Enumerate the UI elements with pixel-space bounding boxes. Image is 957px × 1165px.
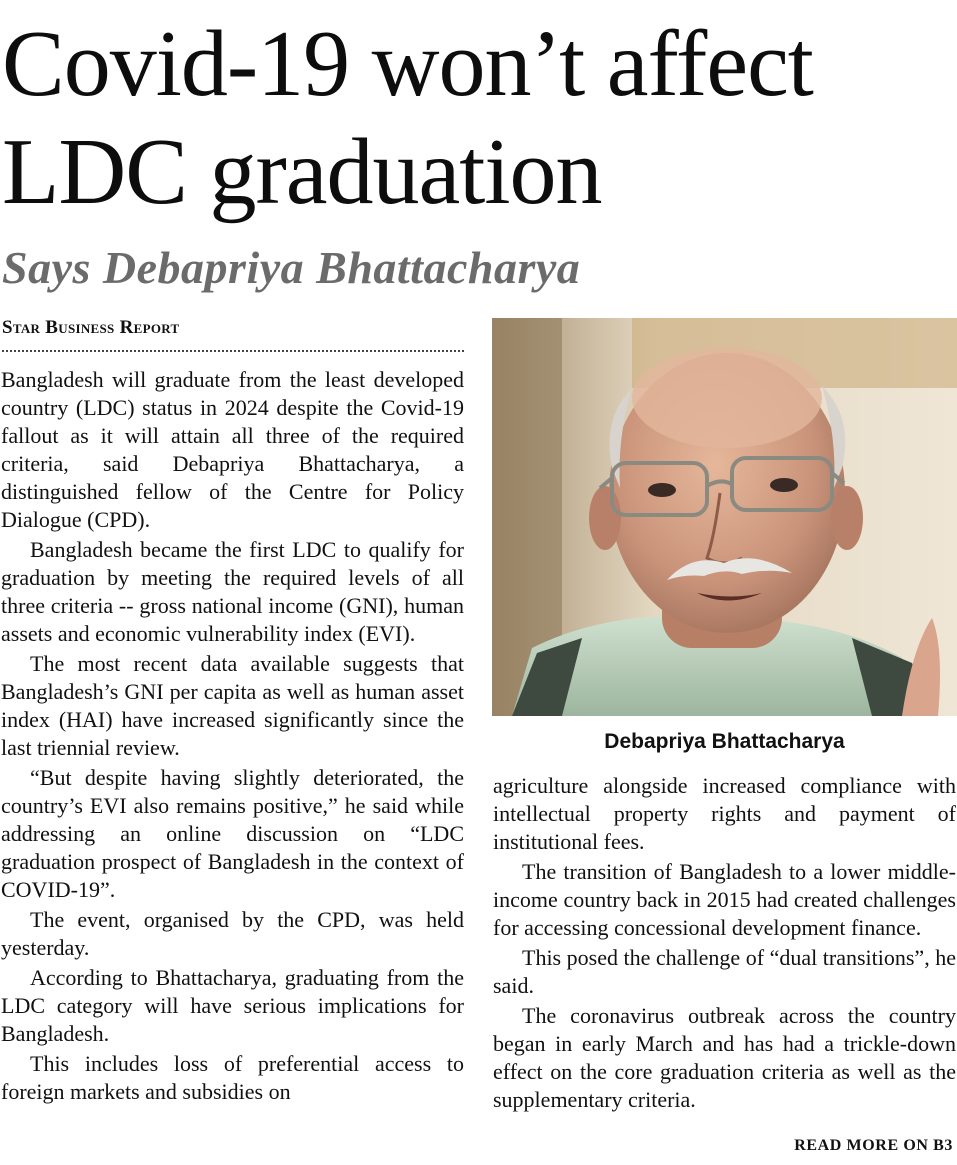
- photo-caption: Debapriya Bhattacharya: [604, 730, 845, 753]
- paragraph-7: This includes loss of preferential access to foreign markets and subsidies on: [1, 1051, 464, 1104]
- paragraph-2: Bangladesh became the first LDC to qualify for graduation by meeting the required levels of all three criteria -- gross national income (GNI), human assets and economic vulnerability index (EVI).: [1, 537, 464, 646]
- byline-divider: [2, 350, 464, 352]
- paragraph-4: “But despite having slightly deteriorated, the country’s EVI also remains positive,” he said while addressing an online discussion on “LDC graduation prospect of Bangladesh in the context of COVID-19”.: [1, 765, 464, 902]
- article-column-right: [493, 772, 956, 1114]
- read-more-link[interactable]: READ MORE ON B3: [794, 1137, 953, 1154]
- paragraph-5: The event, organised by the CPD, was held yesterday.: [1, 907, 464, 960]
- byline: Star Business Report: [2, 317, 180, 338]
- headline: Covid-19 won’t affect LDC graduation: [2, 12, 813, 224]
- portrait-photo: [492, 318, 957, 716]
- article-column-left: [1, 366, 464, 1106]
- paragraph-3: The most recent data available suggests that Bangladesh’s GNI per capita as well as human asset index (HAI) have increased significantly since the last triennial review.: [1, 651, 464, 760]
- paragraph-11: The coronavirus outbreak across the country began in early March and has had a trickle-down effect on the core graduation criteria as well as the supplementary criteria.: [493, 1003, 956, 1112]
- paragraph-1: Bangladesh will graduate from the least developed country (LDC) status in 2024 despite the Covid-19 fallout as it will attain all three of the required criteria, said Debapriya Bhattacharya, a distinguished fellow of the Centre for Policy Dialogue (CPD).: [1, 367, 464, 532]
- subheadline: Says Debapriya Bhattacharya: [2, 242, 581, 293]
- paragraph-9: The transition of Bangladesh to a lower middle-income country back in 2015 had created challenges for accessing concessional development finance.: [493, 859, 956, 940]
- paragraph-6: According to Bhattacharya, graduating from the LDC category will have serious implications for Bangladesh.: [1, 965, 464, 1046]
- paragraph-8: agriculture alongside increased compliance with intellectual property rights and payment of institutional fees.: [493, 773, 956, 854]
- paragraph-10: This posed the challenge of “dual transitions”, he said.: [493, 945, 956, 998]
